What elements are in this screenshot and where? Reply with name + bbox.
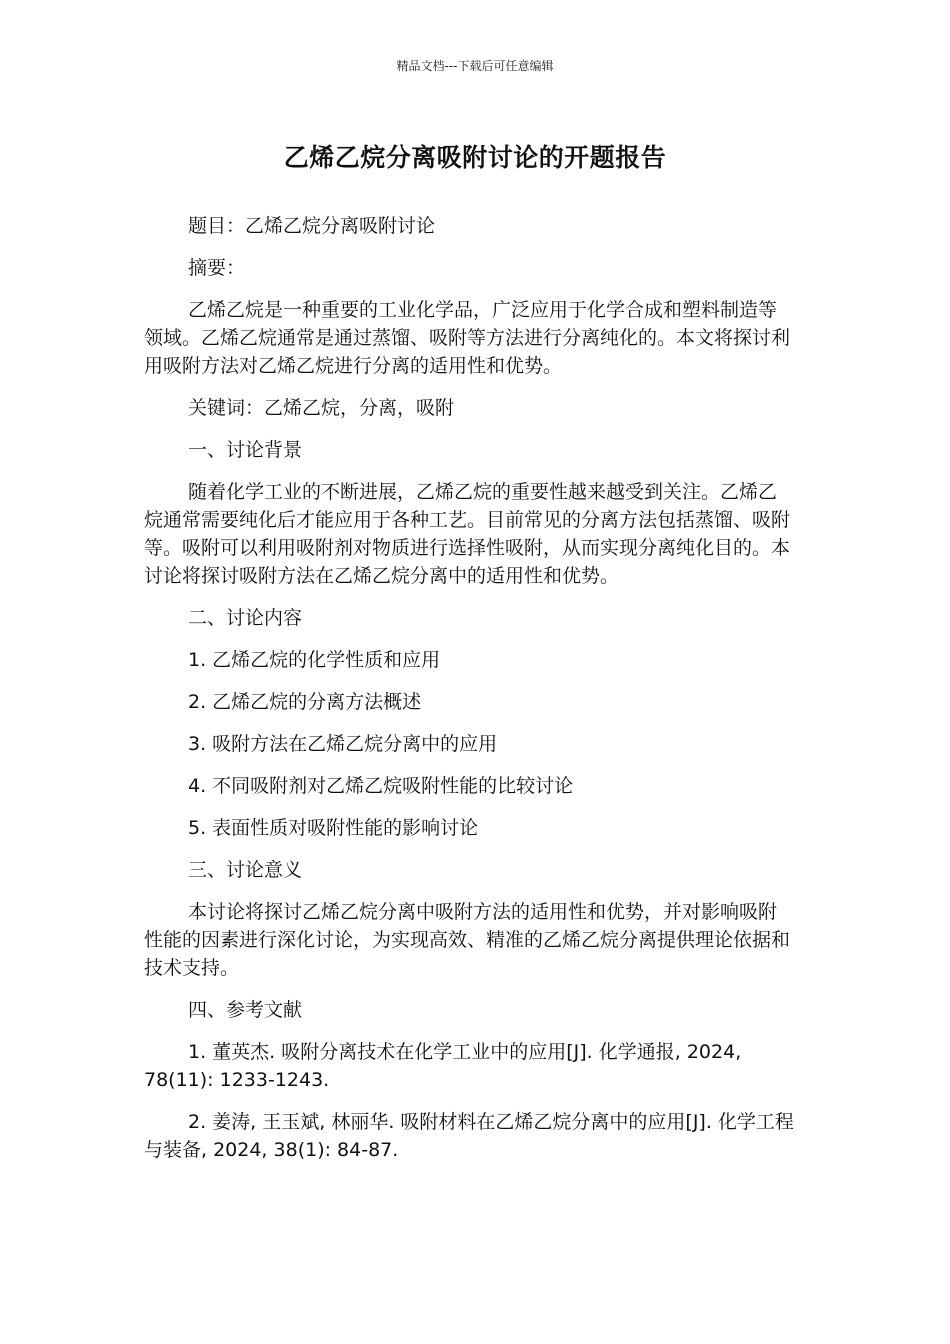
page-header: 精品文档---下载后可任意编辑 [396,59,554,73]
section-heading-content: 二、讨论内容 [188,607,303,629]
content-item: 5. 表面性质对吸附性能的影响讨论 [188,817,479,839]
document-body [144,212,794,1178]
background-paragraph: 随着化学工业的不断进展，乙烯乙烷的重要性越来越受到关注。乙烯乙烷通常需要纯化后才能应用于各种工艺。目前常见的分离方法包括蒸馏、吸附等。吸附可以利用吸附剂对物质进行选择性吸附，从而实现分离纯化目的。本讨论将探讨吸附方法在乙烯乙烷分离中的适用性和优势。 [144,481,791,587]
content-item: 4. 不同吸附剂对乙烯乙烷吸附性能的比较讨论 [188,775,574,797]
topic-line: 题目：乙烯乙烷分离吸附讨论 [188,215,436,237]
abstract-heading: 摘要： [188,257,246,279]
abstract-paragraph: 乙烯乙烷是一种重要的工业化学品，广泛应用于化学合成和塑料制造等领域。乙烯乙烷通常是通过蒸馏、吸附等方法进行分离纯化的。本文将探讨利用吸附方法对乙烯乙烷进行分离的适用性和优势。 [144,299,791,377]
significance-paragraph: 本讨论将探讨乙烯乙烷分离中吸附方法的适用性和优势，并对影响吸附性能的因素进行深化讨论，为实现高效、精准的乙烯乙烷分离提供理论依据和技术支持。 [144,901,791,979]
content-item: 3. 吸附方法在乙烯乙烷分离中的应用 [188,733,498,755]
reference-item: 2. 姜涛, 王玉斌, 林丽华. 吸附材料在乙烯乙烷分离中的应用[J]. 化学工程与装备, 2024, 38(1): 84-87. [144,1111,794,1161]
reference-item: 1. 董英杰. 吸附分离技术在化学工业中的应用[J]. 化学通报, 2024, 78(11): 1233-1243. [144,1041,742,1091]
section-heading-references: 四、参考文献 [188,999,303,1021]
keywords-line: 关键词：乙烯乙烷，分离，吸附 [188,397,455,419]
section-heading-significance: 三、讨论意义 [188,859,303,881]
section-heading-background: 一、讨论背景 [188,439,303,461]
content-item: 2. 乙烯乙烷的分离方法概述 [188,691,422,713]
content-item: 1. 乙烯乙烷的化学性质和应用 [188,649,441,671]
document-title: 乙烯乙烷分离吸附讨论的开题报告 [283,143,667,172]
